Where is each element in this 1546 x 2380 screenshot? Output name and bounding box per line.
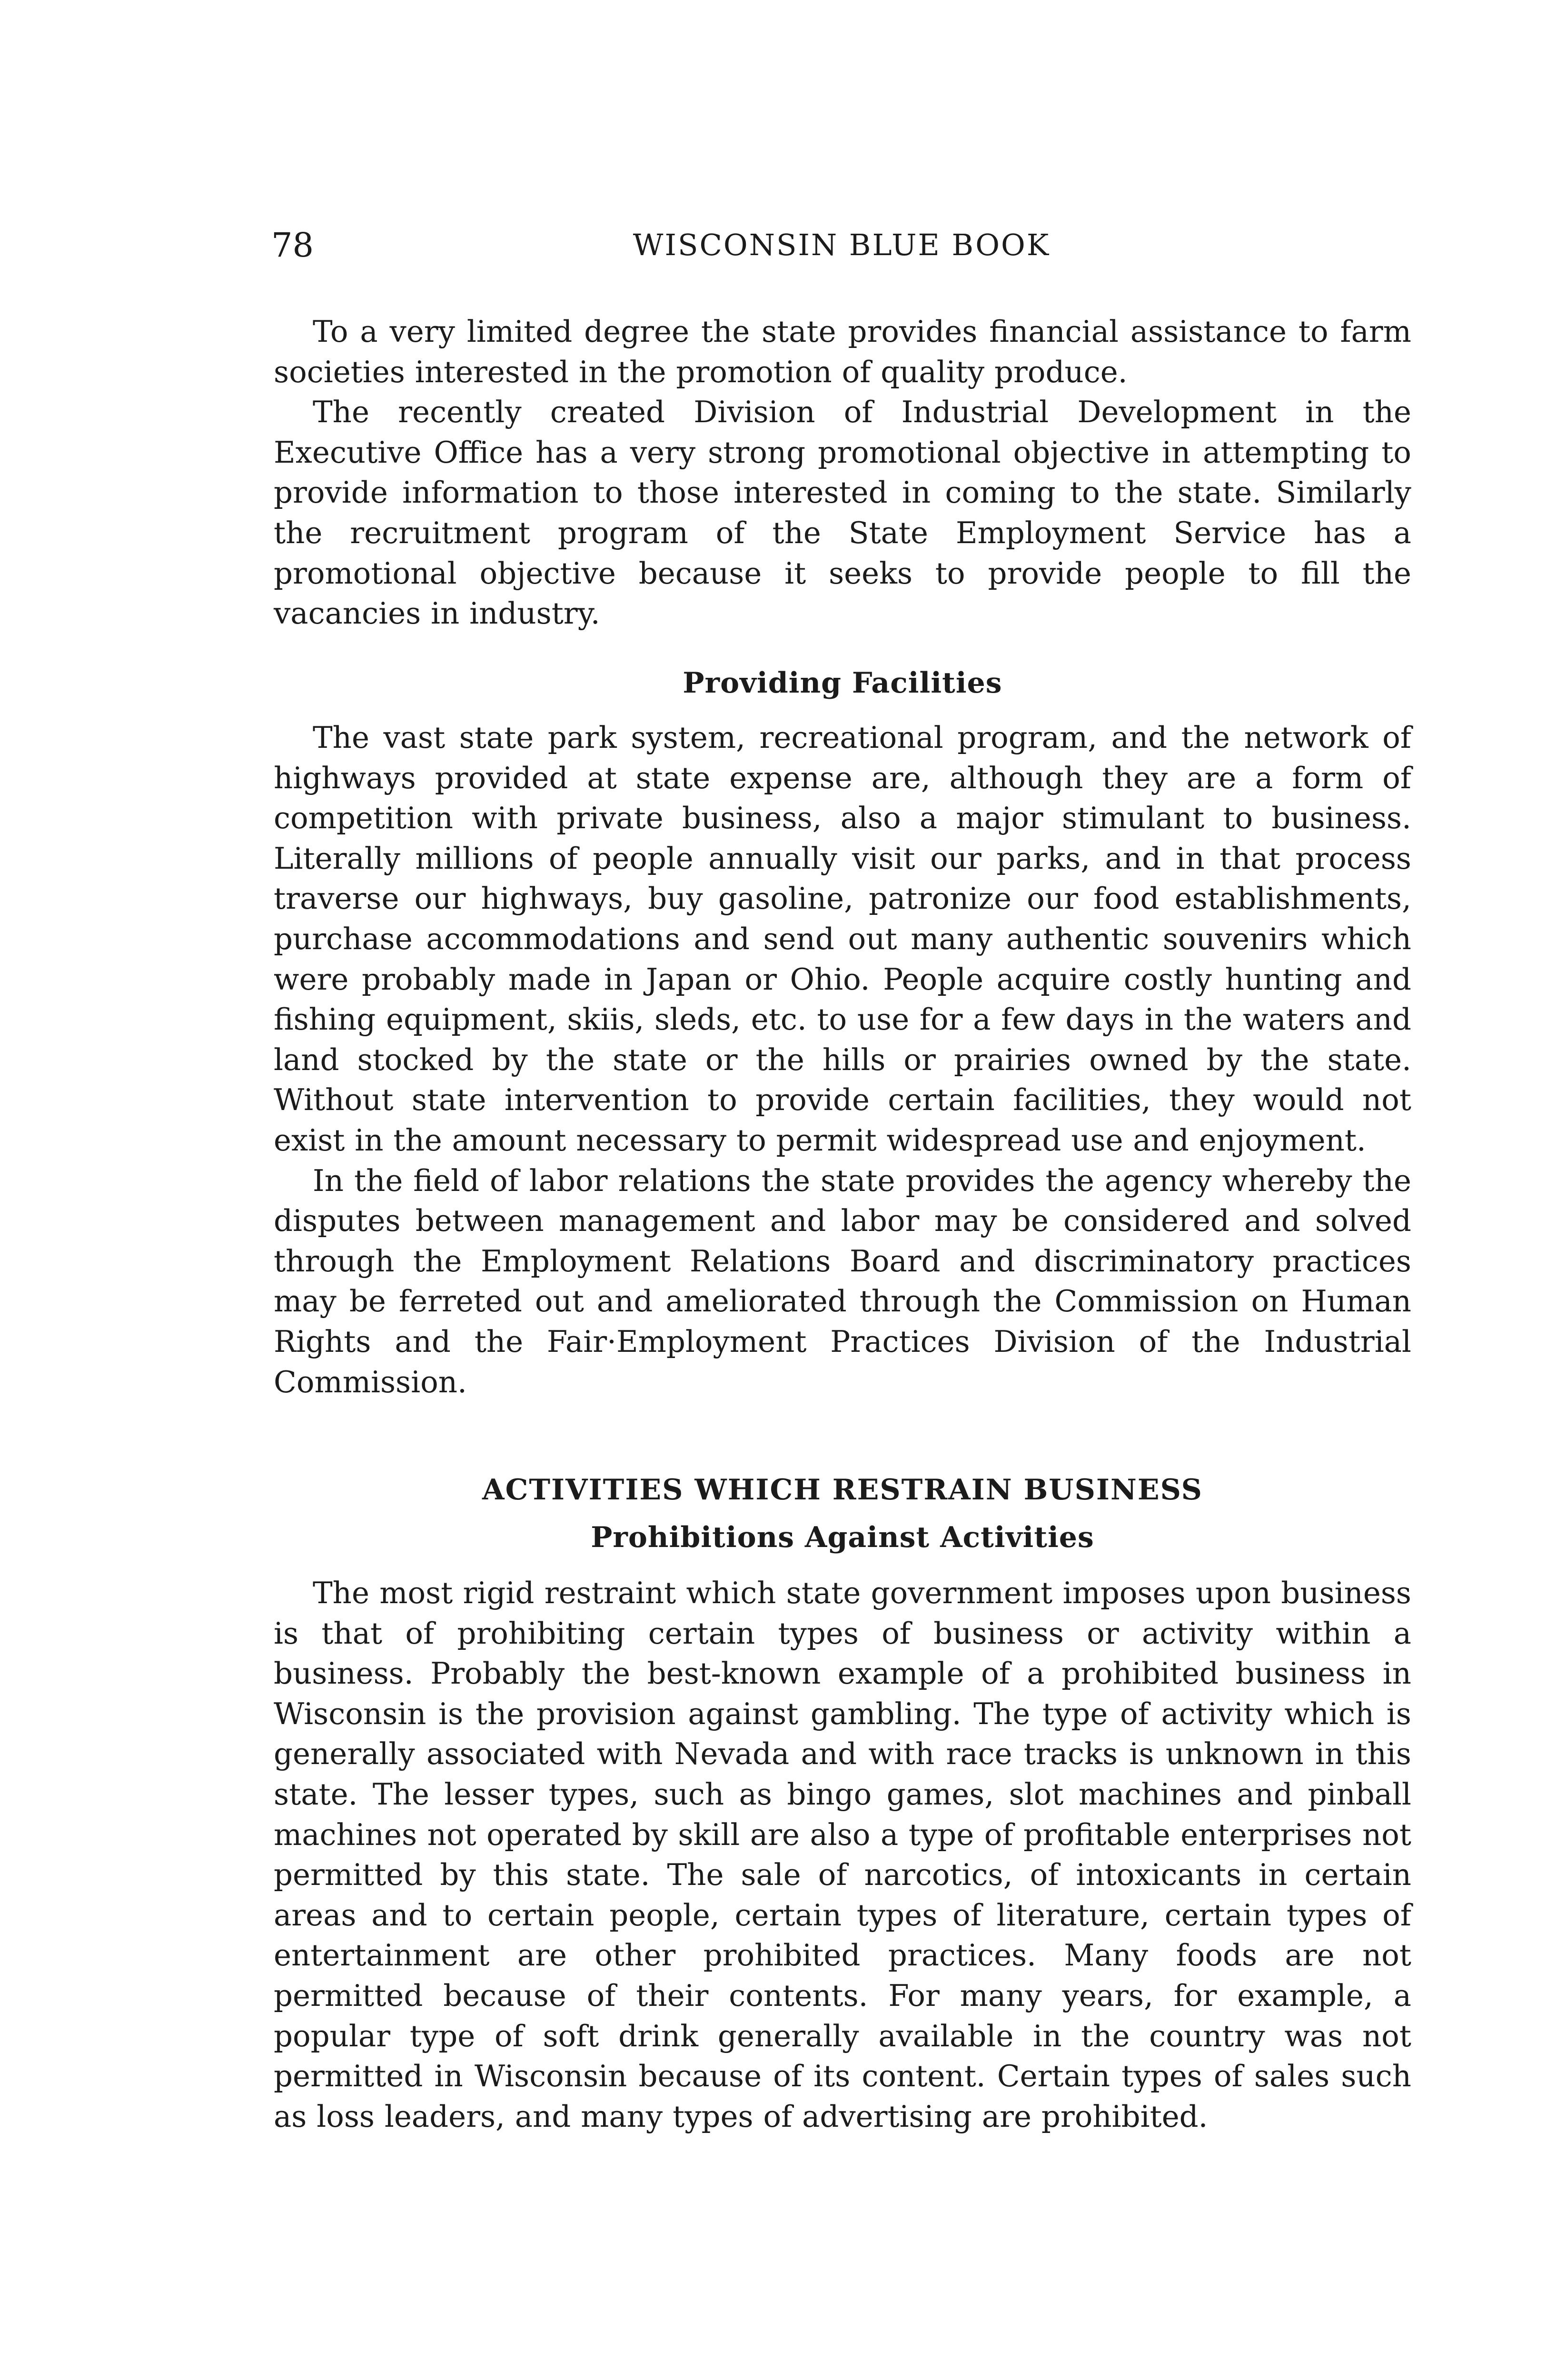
prohibitions-text-block: [274, 1573, 1411, 2137]
paragraph-labor-relations: In the field of labor relations the state provides the agency whereby the disputes between management and labor may be considered and solved through the Employment Relations Board and discriminatory practices may be ferreted out and ameliorated through the Commission on Human Rights and the Fair·Employment Practices Division of the Industrial Commission.: [274, 1163, 1411, 1399]
heading-prohibitions-against-activities: Prohibitions Against Activities: [591, 1521, 1094, 1554]
heading-providing-facilities: Providing Facilities: [683, 666, 1002, 700]
paragraph-farm-societies: To a very limited degree the state provides financial assistance to farm societies interested in the promotion of quality produce.: [274, 314, 1411, 389]
facilities-text-block: [274, 718, 1411, 1402]
page-header: [271, 217, 1412, 274]
running-title: WISCONSIN BLUE BOOK: [633, 228, 1050, 262]
heading-activities-restrain-business: ACTIVITIES WHICH RESTRAIN BUSINESS: [482, 1473, 1203, 1507]
paragraph-prohibited-business: The most rigid restraint which state government imposes upon business is that of prohibiting certain types of business or activity within a business. Probably the best-known example of a prohibited business in Wisconsin is the provision against gambling. The type of activity which is generally associated with Nevada and with race tracks is unknown in this state. The lesser types, such as bingo games, slot machines and pinball machines not operated by skill are also a type of profitable enterprises not permitted by this state. The sale of narcotics, of intoxicants in certain areas and to certain people, certain types of literature, certain types of entertainment are other prohibited practices. Many foods are not permitted because of their contents. For many years, for example, a popular type of soft drink generally available in the country was not permitted in Wisconsin because of its content. Certain types of sales such as loss leaders, and many types of advertising are prohibited.: [274, 1576, 1411, 2134]
page-number: 78: [271, 226, 314, 265]
paragraph-state-parks: The vast state park system, recreational program, and the network of highways provided at state expense are, although they are a form of competition with private business, also a major stimulant to business. Literally millions of people annually visit our parks, and in that process traverse our highways, buy gasoline, patronize our food establishments, purchase accommodations and send out many authentic souvenirs which were probably made in Japan or Ohio. People acquire costly hunting and fishing equipment, skiis, sleds, etc. to use for a few days in the waters and land stocked by the state or the hills or prairies owned by the state. Without state intervention to provide certain facilities, they would not exist in the amount necessary to permit widespread use and enjoyment.: [274, 720, 1411, 1158]
paragraph-industrial-development: The recently created Division of Industrial Development in the Executive Office has a very strong promotional objective in attempting to provide information to those interested in coming to the state. Similarly the recruitment program of the State Employment Service has a promotional objective because it seeks to provide people to fill the vacancies in industry.: [274, 395, 1411, 631]
intro-text-block: [274, 312, 1411, 634]
